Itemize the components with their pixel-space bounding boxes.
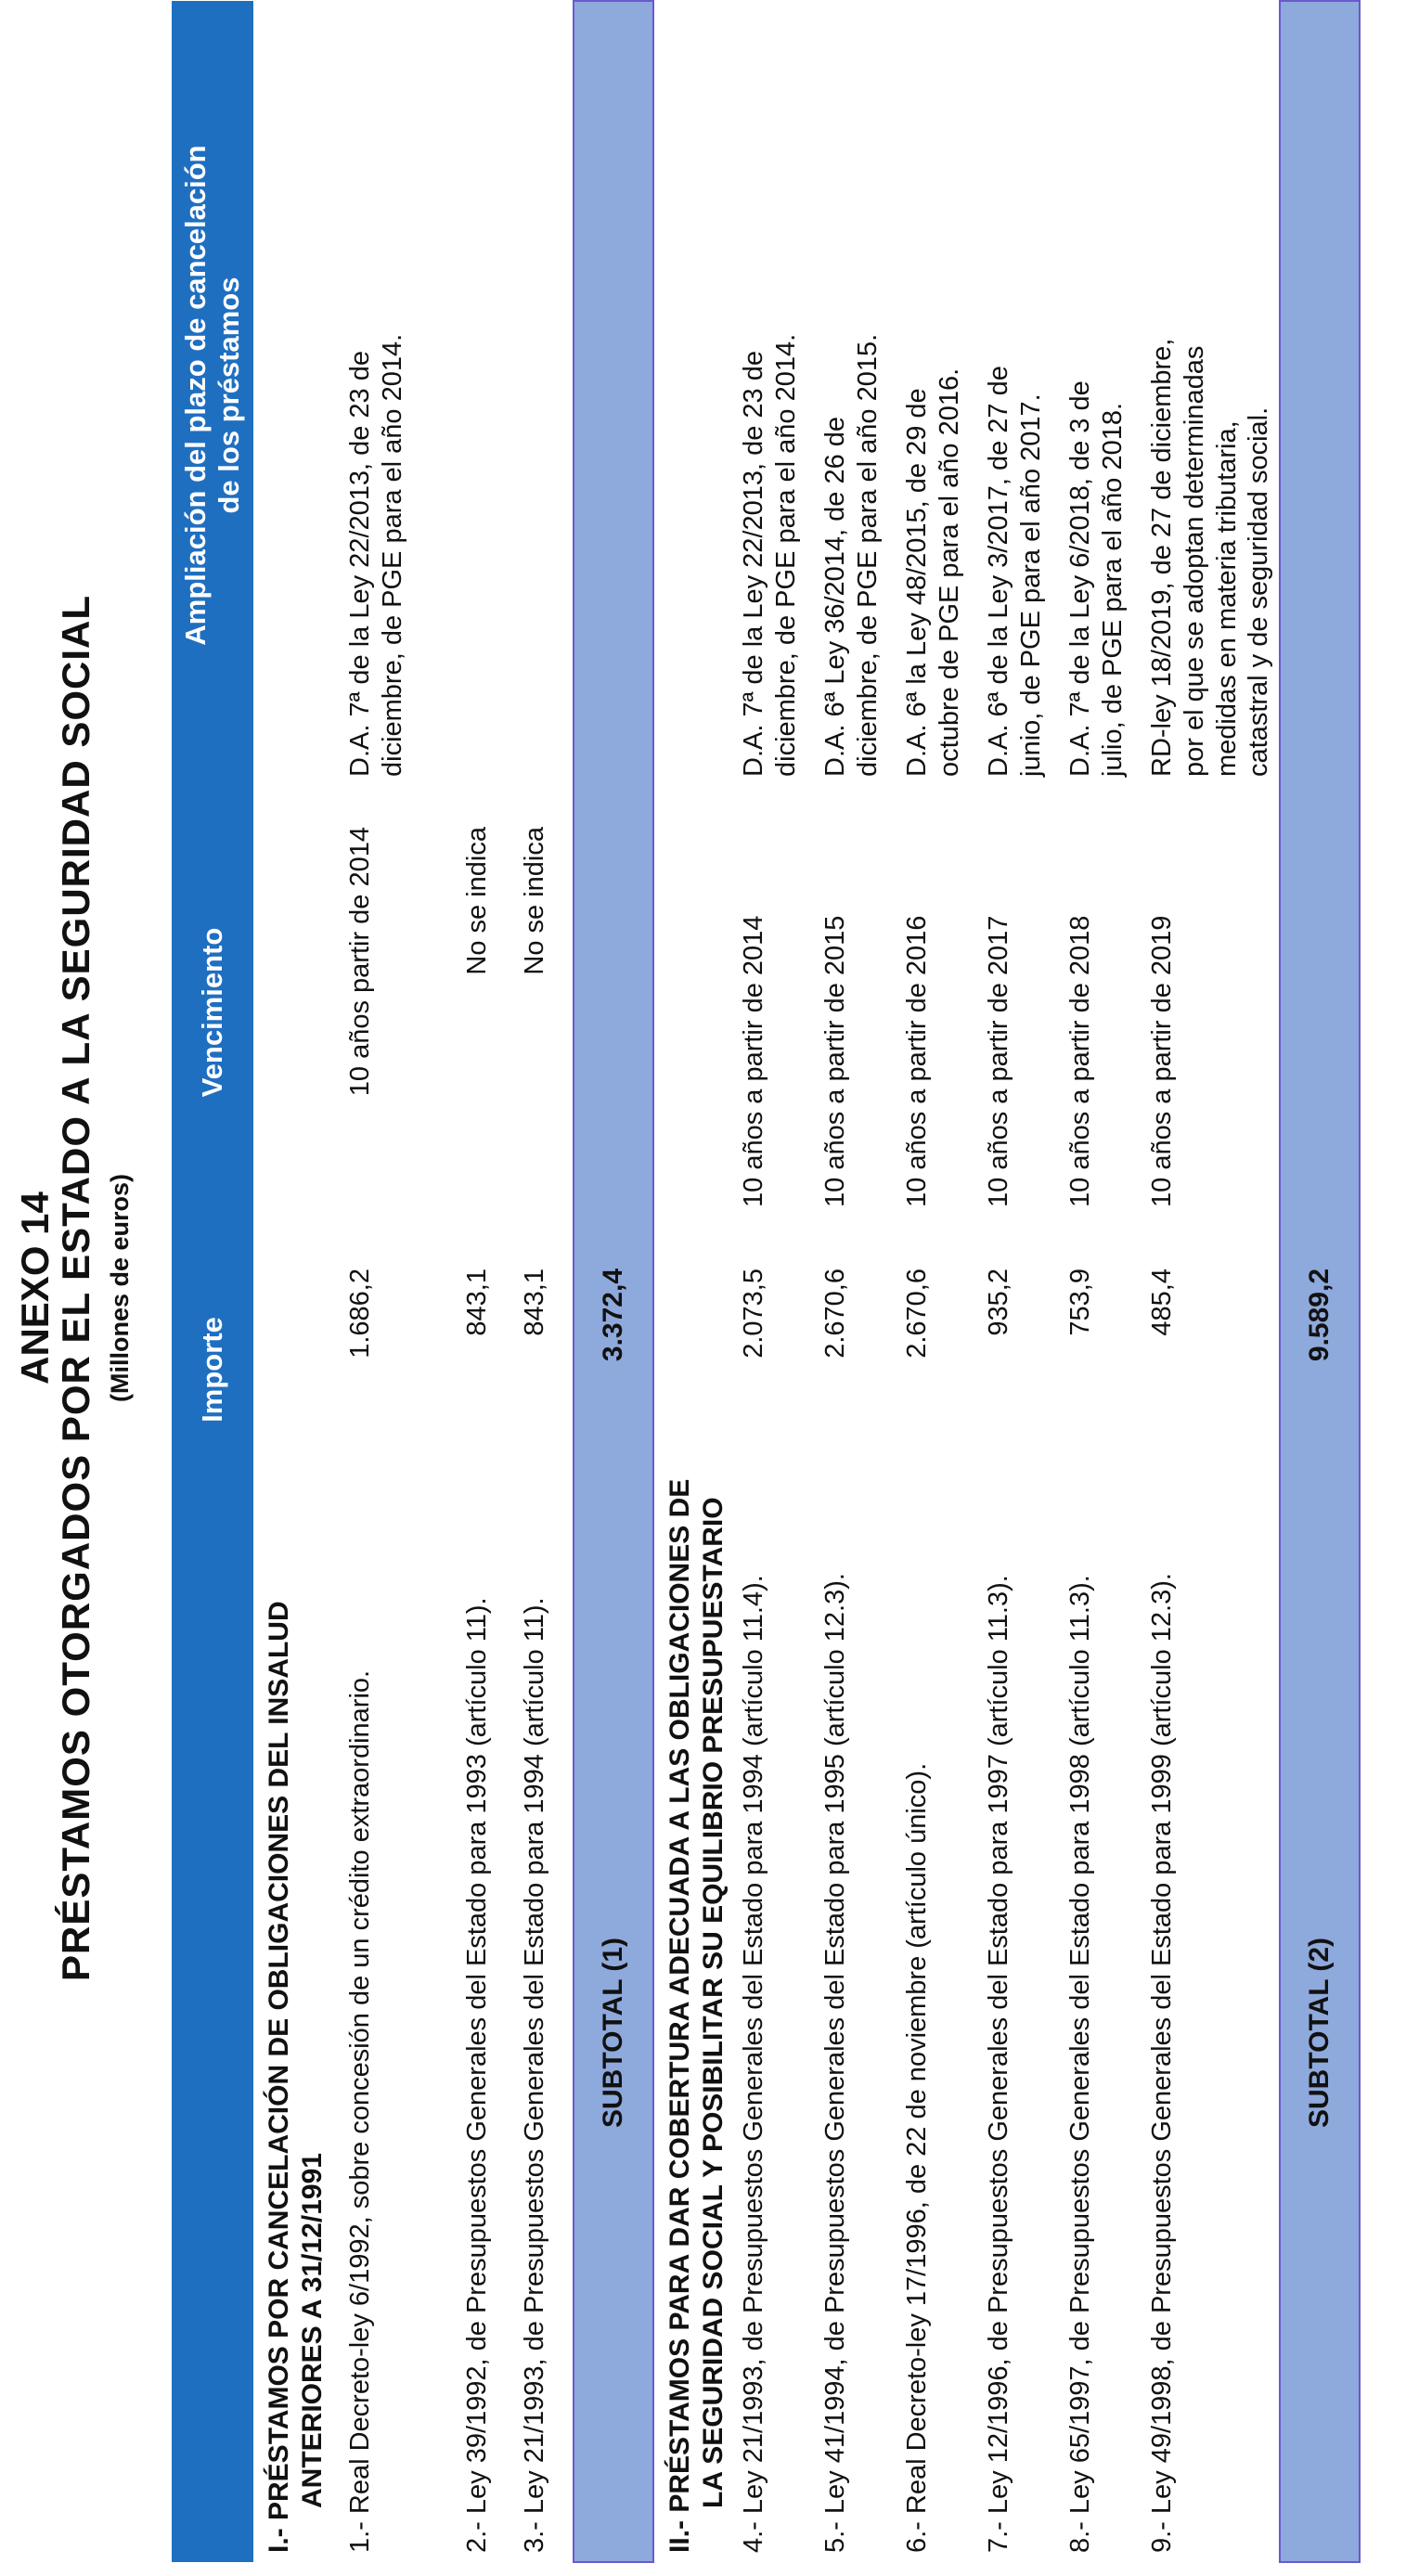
header-ampliacion-line1: Ampliación del plazo de cancelación bbox=[179, 145, 213, 646]
row-vencimiento: 10 años a partir de 2015 bbox=[820, 915, 850, 1207]
header-ampliacion-line2: de los préstamos bbox=[213, 277, 245, 514]
row-ampliacion-line: medidas en materia tributaria, bbox=[1211, 420, 1242, 777]
row-importe: 843,1 bbox=[520, 1269, 549, 1336]
row-ampliacion bbox=[515, 1, 574, 790]
loans-table bbox=[172, 0, 1361, 2563]
row-vencimiento: No se indica bbox=[462, 827, 492, 975]
table-row bbox=[333, 1, 458, 2562]
table-row bbox=[1142, 1, 1280, 2562]
header-importe: Importe bbox=[172, 1235, 253, 1504]
section-2-title-line2: LA SEGURIDAD SOCIAL Y POSIBILITAR SU EQUILIBRIO PRESUPUESTARIO bbox=[698, 1497, 729, 2508]
subtotal-2-row bbox=[1280, 1, 1360, 2562]
row-ampliacion-line: D.A. 7ª de la Ley 6/2018, de 3 de bbox=[1065, 380, 1095, 777]
row-vencimiento: 10 años a partir de 2017 bbox=[984, 915, 1013, 1207]
row-importe: 843,1 bbox=[462, 1269, 492, 1336]
row-ampliacion-line: D.A. 7ª de la Ley 22/2013, de 23 de bbox=[739, 351, 768, 777]
table-row bbox=[1061, 1, 1142, 2562]
row-ampliacion bbox=[458, 1, 515, 790]
row-ampliacion-line: catastral y de seguridad social. bbox=[1244, 406, 1274, 777]
subtotal-2-value: 9.589,2 bbox=[1280, 1235, 1360, 1504]
row-importe: 2.670,6 bbox=[902, 1269, 932, 1359]
row-ampliacion bbox=[897, 1, 979, 790]
row-ampliacion-line: octubre de PGE para el año 2016. bbox=[934, 367, 964, 777]
row-ampliacion-line: D.A. 6ª de la Ley 3/2017, de 27 de bbox=[984, 366, 1013, 777]
row-vencimiento: 10 años a partir de 2018 bbox=[1065, 915, 1095, 1207]
row-importe: 935,2 bbox=[984, 1269, 1013, 1336]
row-ampliacion-line: diciembre, de PGE para el año 2014. bbox=[377, 333, 407, 777]
row-importe: 1.686,2 bbox=[345, 1269, 375, 1359]
row-desc: 9.- Ley 49/1998, de Presupuestos Generales del Estado para 1999 (artículo 12.3). bbox=[1147, 1573, 1177, 2553]
row-ampliacion bbox=[1142, 1, 1280, 790]
header-ampliacion bbox=[172, 1, 253, 790]
row-importe: 485,4 bbox=[1147, 1269, 1177, 1336]
row-ampliacion-line: diciembre, de PGE para el año 2015. bbox=[852, 333, 883, 777]
row-vencimiento: 10 años a partir de 2019 bbox=[1147, 915, 1177, 1207]
subtotal-2-label: SUBTOTAL (2) bbox=[1280, 1504, 1360, 2562]
section-1-title-line2: ANTERIORES A 31/12/1991 bbox=[297, 2153, 328, 2508]
row-importe: 2.670,6 bbox=[820, 1269, 850, 1359]
annex-title: ANEXO 14 bbox=[13, 1191, 57, 1385]
row-ampliacion bbox=[979, 1, 1061, 790]
header-row bbox=[172, 1, 253, 2562]
table-row bbox=[979, 1, 1061, 2562]
row-desc: 2.- Ley 39/1992, de Presupuestos Generales del Estado para 1993 (artículo 11). bbox=[462, 1597, 492, 2553]
row-ampliacion-line: julio, de PGE para el año 2018. bbox=[1097, 402, 1128, 777]
section-2-title bbox=[653, 1, 734, 2562]
row-importe: 2.073,5 bbox=[739, 1269, 768, 1359]
subtotal-1-value: 3.372,4 bbox=[574, 1235, 653, 1504]
subtotal-1-label: SUBTOTAL (1) bbox=[574, 1504, 653, 2562]
main-title: PRÉSTAMOS OTORGADOS POR EL ESTADO A LA SEGURIDAD SOCIAL bbox=[54, 595, 97, 1981]
row-ampliacion bbox=[333, 1, 458, 790]
row-desc: 5.- Ley 41/1994, de Presupuestos Generales del Estado para 1995 (artículo 12.3). bbox=[820, 1573, 850, 2553]
row-vencimiento: No se indica bbox=[520, 827, 549, 975]
row-ampliacion-line: D.A. 6ª Ley 36/2014, de 26 de bbox=[820, 416, 850, 777]
row-ampliacion-line: junio, de PGE para el año 2017. bbox=[1015, 393, 1046, 777]
row-ampliacion bbox=[1061, 1, 1142, 790]
row-ampliacion bbox=[734, 1, 816, 790]
row-ampliacion-line: RD-ley 18/2019, de 27 de diciembre, bbox=[1147, 338, 1177, 777]
row-desc: 8.- Ley 65/1997, de Presupuestos Generales del Estado para 1998 (artículo 11.3). bbox=[1065, 1575, 1095, 2553]
table-row bbox=[734, 1, 816, 2562]
header-vencimiento: Vencimiento bbox=[172, 790, 253, 1235]
header-blank bbox=[172, 1504, 253, 2562]
row-importe: 753,9 bbox=[1065, 1269, 1095, 1336]
table-row bbox=[458, 1, 515, 2562]
section-1-title bbox=[253, 1, 333, 2562]
row-ampliacion-line: diciembre, de PGE para el año 2014. bbox=[770, 333, 801, 777]
units-subtitle: (Millones de euros) bbox=[106, 1173, 134, 1403]
row-desc: 4.- Ley 21/1993, de Presupuestos Generales del Estado para 1994 (artículo 11.4). bbox=[739, 1575, 768, 2553]
row-ampliacion-line: por el que se adoptan determinadas bbox=[1179, 345, 1209, 777]
row-vencimiento: 10 años a partir de 2014 bbox=[739, 915, 768, 1207]
table-row bbox=[897, 1, 979, 2562]
subtotal-1-row bbox=[574, 1, 653, 2562]
row-desc: 6.- Real Decreto-ley 17/1996, de 22 de noviembre (artículo único). bbox=[902, 1762, 932, 2553]
table-row bbox=[515, 1, 574, 2562]
row-ampliacion bbox=[816, 1, 897, 790]
table-row bbox=[816, 1, 897, 2562]
row-desc: 1.- Real Decreto-ley 6/1992, sobre concesión de un crédito extraordinario. bbox=[345, 1669, 375, 2553]
row-ampliacion-line: D.A. 7ª de la Ley 22/2013, de 23 de bbox=[345, 351, 375, 777]
row-desc: 3.- Ley 21/1993, de Presupuestos Generales del Estado para 1994 (artículo 11). bbox=[520, 1597, 549, 2553]
section-1-title-line1: I.- PRÉSTAMOS POR CANCELACIÓN DE OBLIGACIONES DEL INSALUD bbox=[264, 1601, 294, 2553]
row-ampliacion-line: D.A. 6ª la Ley 48/2015, de 29 de bbox=[902, 388, 932, 777]
row-vencimiento: 10 años a partir de 2016 bbox=[902, 915, 932, 1207]
section-2-title-line1: II.- PRÉSTAMOS PARA DAR COBERTURA ADECUADA A LAS OBLIGACIONES DE bbox=[664, 1478, 695, 2553]
row-desc: 7.- Ley 12/1996, de Presupuestos Generales del Estado para 1997 (artículo 11.3). bbox=[984, 1575, 1013, 2553]
row-vencimiento: 10 años partir de 2014 bbox=[345, 827, 375, 1097]
